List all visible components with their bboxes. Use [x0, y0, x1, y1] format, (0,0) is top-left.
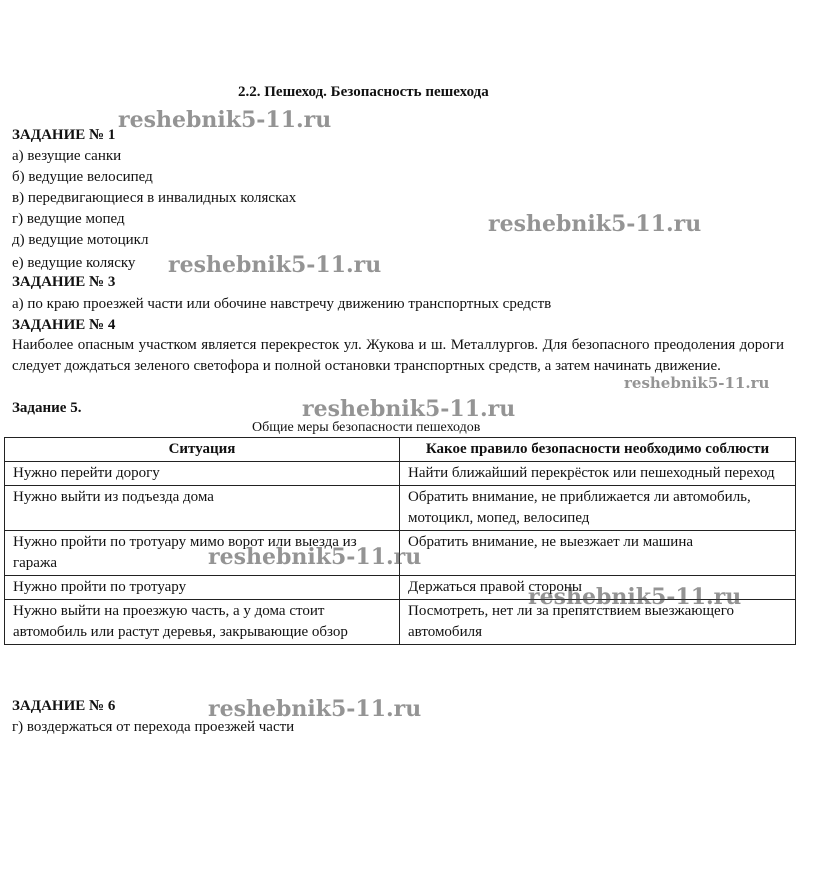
table-caption: Общие меры безопасности пешеходов	[252, 420, 481, 435]
situation-cell: Нужно пройти по тротуару мимо ворот или выезда из гаража	[5, 531, 400, 576]
task1-item: в) передвигающиеся в инвалидных колясках	[12, 190, 297, 206]
rule-cell: Найти ближайший перекрёсток или пешеходный переход	[400, 462, 796, 486]
task3-heading: ЗАДАНИЕ № 3	[12, 274, 116, 290]
task4-text: Наиболее опасным участком является перекресток ул. Жукова и ш. Металлургов. Для безопасного преодоления дороги следует дождаться зеленого светофора и полной остановки транспортных средств, а затем начинать движение.	[12, 337, 784, 374]
rule-cell: Посмотреть, нет ли за препятствием выезжающего автомобиля	[400, 600, 796, 645]
watermark: reshebnik5-11.ru	[624, 374, 770, 392]
column-header-rule: Какое правило безопасности необходимо соблюсти	[400, 438, 796, 462]
situation-cell: Нужно выйти из подъезда дома	[5, 486, 400, 531]
watermark: reshebnik5-11.ru	[528, 584, 742, 610]
watermark: reshebnik5-11.ru	[302, 396, 516, 422]
task4-heading: ЗАДАНИЕ № 4	[12, 317, 116, 333]
watermark: reshebnik5-11.ru	[208, 544, 422, 570]
column-header-situation: Ситуация	[5, 438, 400, 462]
task5-heading: Задание 5.	[12, 400, 82, 416]
situation-cell: Нужно выйти на проезжую часть, а у дома стоит автомобиль или растут деревья, закрывающие обзор	[5, 600, 400, 645]
situation-cell: Нужно пройти по тротуару	[5, 576, 400, 600]
watermark: reshebnik5-11.ru	[488, 211, 702, 237]
task6-heading: ЗАДАНИЕ № 6	[12, 698, 116, 714]
watermark: reshebnik5-11.ru	[118, 107, 332, 133]
rule-cell: Обратить внимание, не выезжает ли машина	[400, 531, 796, 576]
rule-cell: Обратить внимание, не приближается ли автомобиль, мотоцикл, мопед, велосипед	[400, 486, 796, 531]
table-row	[5, 462, 796, 486]
task1-item: д) ведущие мотоцикл	[12, 232, 149, 248]
watermark: reshebnik5-11.ru	[208, 696, 422, 722]
table-header-row	[5, 438, 796, 462]
task1-item: е) ведущие коляску	[12, 255, 136, 271]
watermark: reshebnik5-11.ru	[168, 252, 382, 278]
page-title: 2.2. Пешеход. Безопасность пешехода	[238, 84, 489, 100]
safety-table	[4, 437, 796, 645]
task3-answer: а) по краю проезжей части или обочине навстречу движению транспортных средств	[12, 296, 552, 312]
rule-cell: Держаться правой стороны	[400, 576, 796, 600]
table-row	[5, 486, 796, 531]
task1-item: а) везущие санки	[12, 148, 122, 164]
task1-item: б) ведущие велосипед	[12, 169, 153, 185]
task6-answer: г) воздержаться от перехода проезжей части	[12, 719, 295, 735]
situation-cell: Нужно перейти дорогу	[5, 462, 400, 486]
task1-item: г) ведущие мопед	[12, 211, 125, 227]
task1-heading: ЗАДАНИЕ № 1	[12, 127, 116, 143]
